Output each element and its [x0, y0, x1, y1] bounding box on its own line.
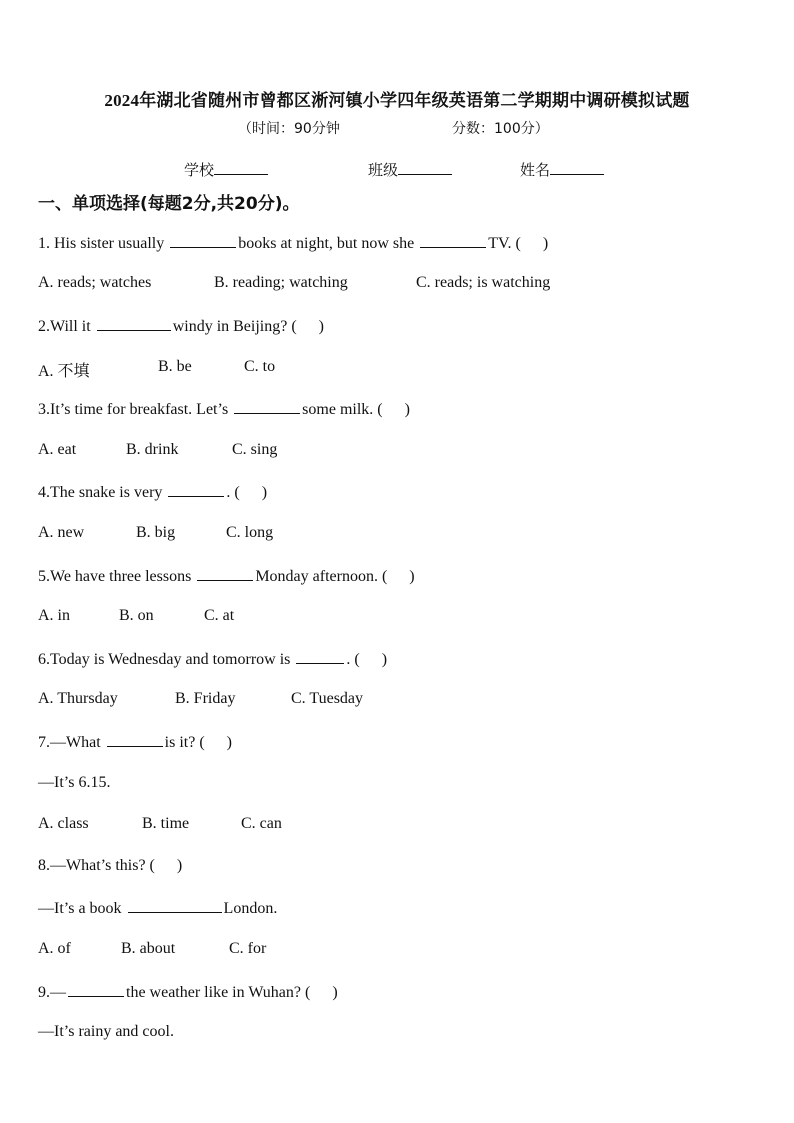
option-c[interactable]: C. at [204, 607, 235, 624]
option-c[interactable]: C. to [244, 358, 276, 375]
question-paren: ) [226, 734, 232, 751]
answer-blank[interactable] [197, 566, 253, 581]
option-c[interactable]: C. sing [232, 441, 278, 458]
question-text: Monday afternoon. ( [255, 568, 388, 585]
class-field[interactable] [368, 159, 452, 180]
answer-line-8 [38, 898, 277, 918]
option-a[interactable]: A. eat [38, 441, 77, 458]
question-9 [38, 982, 338, 1002]
question-text: books at night, but now she [238, 235, 419, 252]
school-blank[interactable] [214, 160, 268, 175]
question-3 [38, 399, 410, 419]
question-paren: ) [542, 235, 549, 252]
school-label: 学校 [184, 161, 215, 179]
exam-title: 2024年湖北省随州市曾都区淅河镇小学四年级英语第二学期期中调研模拟试题 [104, 91, 690, 110]
exam-score: 分数：100分） [452, 121, 549, 137]
option-b[interactable]: B. on [119, 607, 154, 624]
question-text: . ( [346, 651, 360, 668]
school-field[interactable] [184, 159, 268, 180]
option-c[interactable]: C. can [241, 815, 282, 832]
option-b[interactable]: B. be [158, 358, 192, 375]
answer-blank[interactable] [234, 399, 300, 414]
name-field[interactable] [520, 159, 604, 180]
question-text: 8.—What’s this? ( [38, 857, 155, 874]
option-b[interactable]: B. big [136, 524, 176, 541]
class-label: 班级 [368, 161, 399, 179]
question-2 [38, 316, 324, 336]
answer-line-7: —It’s 6.15. [38, 774, 111, 791]
question-4 [38, 482, 267, 502]
question-text: 1. His sister usually [38, 235, 169, 252]
question-8 [38, 857, 182, 875]
option-b[interactable]: B. time [142, 815, 190, 832]
answer-blank[interactable] [296, 649, 344, 664]
question-1 [38, 233, 548, 253]
question-paren: ) [404, 401, 410, 418]
answer-blank[interactable] [128, 898, 222, 913]
question-paren: ) [176, 857, 183, 874]
question-text: some milk. ( [302, 401, 383, 418]
question-text: windy in Beijing? ( [172, 318, 297, 335]
question-text: 5.We have three lessons [38, 568, 196, 585]
class-blank[interactable] [398, 160, 452, 175]
option-a[interactable]: A. Thursday [38, 690, 118, 707]
exam-time: （时间：90分钟 [238, 121, 340, 137]
option-b[interactable]: B. about [121, 940, 176, 957]
question-text: 3.It’s time for breakfast. Let’s [38, 401, 233, 418]
answer-text: —It’s a book [38, 900, 126, 917]
option-a[interactable]: A. of [38, 940, 71, 957]
option-b[interactable]: B. reading; watching [214, 274, 348, 291]
question-6 [38, 649, 387, 669]
question-text: 9.— [38, 984, 66, 1001]
section-heading: 一、单项选择(每题2分,共20分)。 [38, 194, 300, 214]
question-text: 4.The snake is very [38, 484, 167, 501]
question-text: . ( [226, 484, 240, 501]
option-a[interactable]: A. 不填 [38, 363, 90, 380]
option-c[interactable]: C. Tuesday [291, 690, 364, 707]
question-paren: ) [318, 318, 324, 335]
question-paren: ) [409, 568, 415, 585]
option-a[interactable]: A. in [38, 607, 70, 624]
answer-text: London. [223, 900, 278, 917]
answer-blank[interactable] [107, 732, 163, 747]
answer-line-9: —It’s rainy and cool. [38, 1023, 174, 1040]
question-paren: ) [381, 651, 388, 668]
question-5 [38, 566, 415, 586]
answer-blank[interactable] [420, 233, 486, 248]
option-c[interactable]: C. long [226, 524, 274, 541]
question-paren: ) [261, 484, 268, 501]
question-text: 6.Today is Wednesday and tomorrow is [38, 651, 295, 668]
question-text: TV. ( [488, 235, 521, 252]
option-c[interactable]: C. reads; is watching [416, 274, 551, 291]
question-text: is it? ( [164, 734, 205, 751]
question-text: 7.—What [38, 734, 105, 751]
answer-blank[interactable] [168, 482, 224, 497]
option-b[interactable]: B. drink [126, 441, 179, 458]
answer-blank[interactable] [170, 233, 236, 248]
option-b[interactable]: B. Friday [175, 690, 236, 707]
name-label: 姓名 [520, 161, 551, 179]
question-7 [38, 732, 232, 752]
option-a[interactable]: A. class [38, 815, 89, 832]
question-text: 2.Will it [38, 318, 95, 335]
option-a[interactable]: A. new [38, 524, 85, 541]
answer-blank[interactable] [97, 316, 171, 331]
question-paren: ) [332, 984, 338, 1001]
answer-blank[interactable] [68, 982, 124, 997]
option-a[interactable]: A. reads; watches [38, 274, 152, 291]
option-c[interactable]: C. for [229, 940, 267, 957]
question-text: the weather like in Wuhan? ( [126, 984, 311, 1001]
name-blank[interactable] [550, 160, 604, 175]
